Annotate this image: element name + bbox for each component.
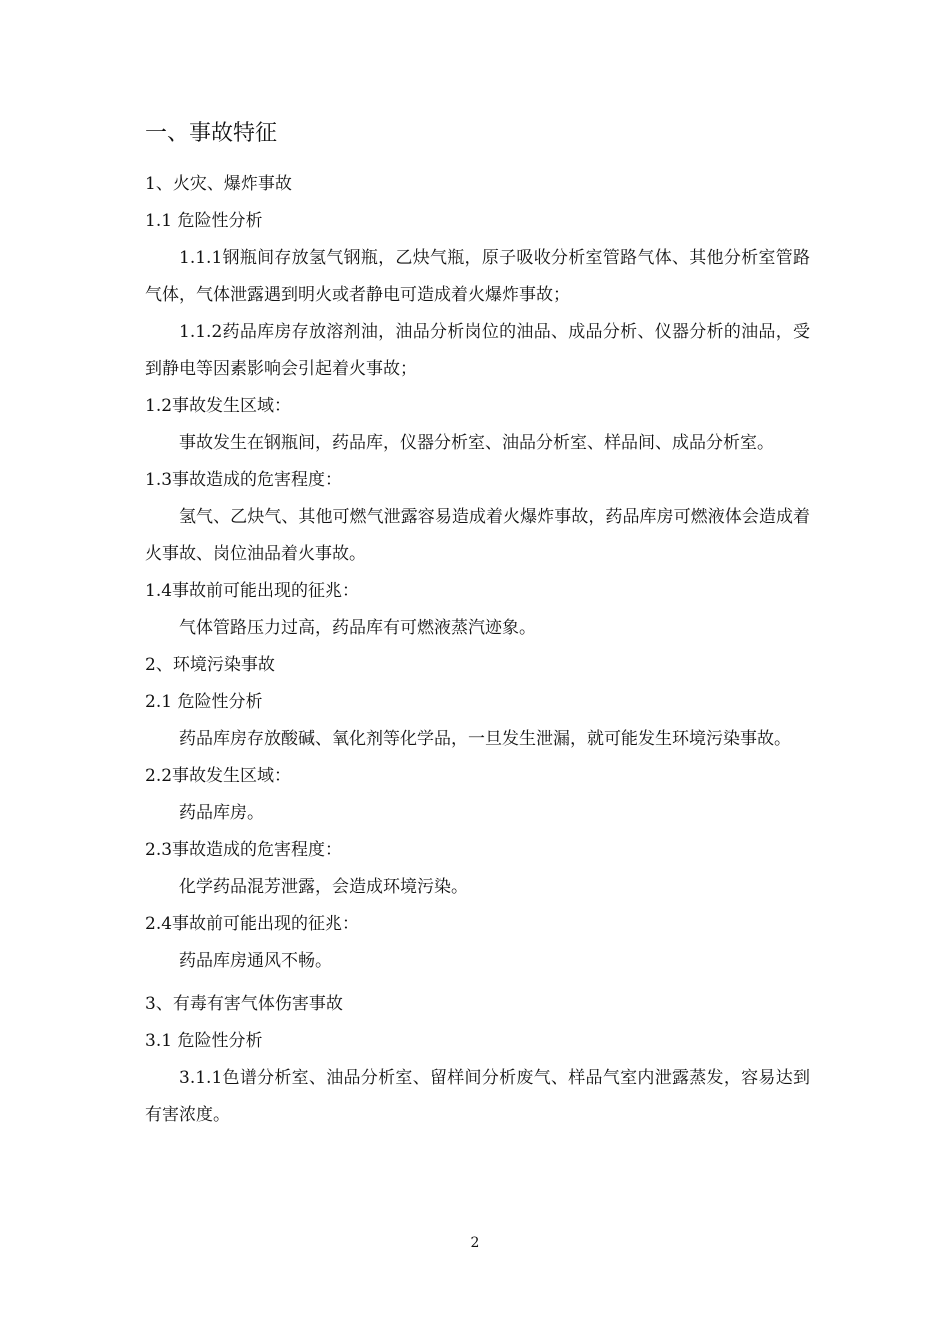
subsection-title-2-2: 2.2事故发生区域： xyxy=(145,766,292,786)
paragraph-1-1-2: 1.1.2药品库房存放溶剂油，油品分析岗位的油品、成品分析、仪器分析的油品，受到静电等因素影响会引起着火事故； xyxy=(145,322,810,379)
paragraph-1-1-1: 1.1.1钢瓶间存放氢气钢瓶，乙炔气瓶，原子吸收分析室管路气体、其他分析室管路气体，气体泄露遇到明火或者静电可造成着火爆炸事故； xyxy=(145,248,810,305)
chapter-number: 一、 xyxy=(145,121,190,146)
document-body xyxy=(145,118,810,1134)
subsection-title-3-1: 3.1 危险性分析 xyxy=(145,1031,263,1051)
subsection-title-1-2: 1.2事故发生区域： xyxy=(145,396,292,416)
subsection-title-2-3: 2.3事故造成的危害程度： xyxy=(145,840,343,860)
paragraph-1-3: 氢气、乙炔气、其他可燃气泄露容易造成着火爆炸事故，药品库房可燃液体会造成着火事故、岗位油品着火事故。 xyxy=(145,507,810,564)
chapter-title: 事故特征 xyxy=(189,121,278,146)
paragraph-1-2: 事故发生在钢瓶间，药品库，仪器分析室、油品分析室、样品间、成品分析室。 xyxy=(179,433,774,453)
subsection-title-1-3: 1.3事故造成的危害程度： xyxy=(145,470,343,490)
subsection-title-1-4: 1.4事故前可能出现的征兆： xyxy=(145,581,360,601)
paragraph-3-1-1: 3.1.1色谱分析室、油品分析室、留样间分析废气、样品气室内泄露蒸发，容易达到有害浓度。 xyxy=(145,1068,810,1125)
paragraph-1-4: 气体管路压力过高，药品库有可燃液蒸汽迹象。 xyxy=(179,618,536,638)
subsection-title-2-4: 2.4事故前可能出现的征兆： xyxy=(145,914,360,934)
subsection-title-1-1: 1.1 危险性分析 xyxy=(145,211,263,231)
section-title-1: 1、火灾、爆炸事故 xyxy=(145,174,292,194)
paragraph-2-4: 药品库房通风不畅。 xyxy=(179,951,332,971)
paragraph-2-3: 化学药品混芳泄露，会造成环境污染。 xyxy=(179,877,468,897)
chapter-heading xyxy=(145,118,810,150)
section-title-2: 2、环境污染事故 xyxy=(145,655,275,675)
section-title-3: 3、有毒有害气体伤害事故 xyxy=(145,994,343,1014)
paragraph-2-1: 药品库房存放酸碱、氧化剂等化学品，一旦发生泄漏，就可能发生环境污染事故。 xyxy=(179,729,791,749)
subsection-title-2-1: 2.1 危险性分析 xyxy=(145,692,263,712)
page-number: 2 xyxy=(470,1235,480,1251)
paragraph-2-2: 药品库房。 xyxy=(179,803,264,823)
